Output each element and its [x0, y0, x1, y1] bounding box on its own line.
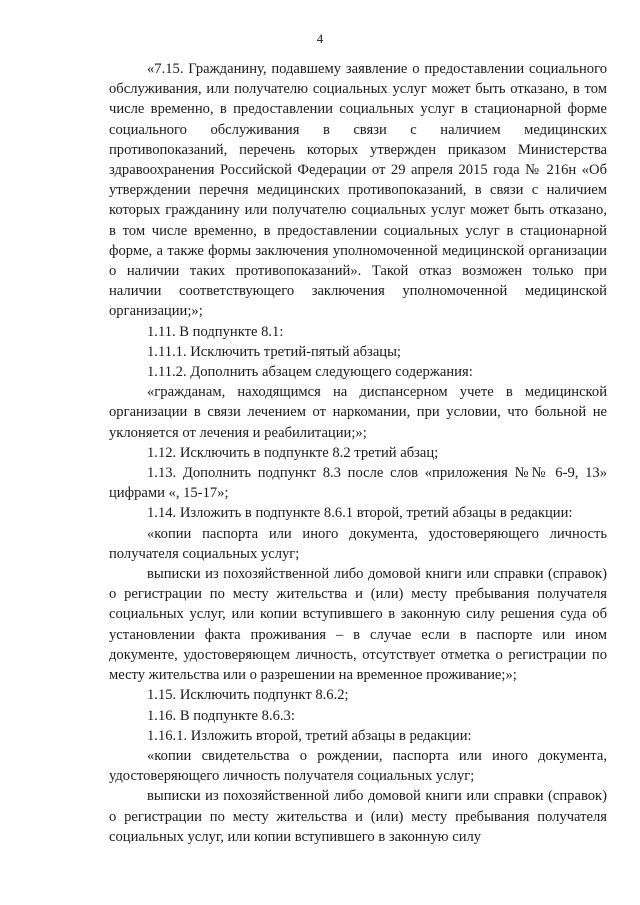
paragraph-quote-birth-certificate: «копии свидетельства о рождении, паспорта или иного документа, удостоверяющего личность получателя социальных услуг;: [109, 747, 607, 785]
paragraph-1-16: 1.16. В подпункте 8.6.3:: [147, 707, 295, 724]
document-body: [109, 59, 607, 847]
paragraph-extracts-registration-2: выписки из похозяйственной либо домовой книги или справки (справок) о регистрации по месту жительства и (или) месту пребывания получателя социальных услуг, или копии вступившего в законную силу: [109, 788, 607, 845]
page-number: 4: [316, 31, 324, 46]
paragraph-1-11-1: 1.11.1. Исключить третий-пятый абзацы;: [147, 343, 401, 360]
paragraph-1-14: 1.14. Изложить в подпункте 8.6.1 второй, третий абзацы в редакции:: [147, 505, 573, 522]
paragraph-1-11-2: 1.11.2. Дополнить абзацем следующего содержания:: [147, 364, 473, 381]
paragraph-quote-passport: «копии паспорта или иного документа, удостоверяющего личность получателя социальных услуг;: [109, 525, 607, 562]
paragraph-extracts-registration: выписки из похозяйственной либо домовой книги или справки (справок) о регистрации по месту жительства и (или) месту пребывания получателя социальных услуг, или копии вступившего в законную силу решения суда об установлении факта проживания – в случае если в паспорте или ином документе, удостоверяющем личность, отсутствует отметка о регистрации по месту жительства или о разрешении на временное проживание;»;: [109, 566, 607, 684]
paragraph-1-12: 1.12. Исключить в подпункте 8.2 третий абзац;: [147, 444, 439, 461]
paragraph-1-16-1: 1.16.1. Изложить второй, третий абзацы в редакции:: [147, 727, 472, 744]
paragraph-1-11: 1.11. В подпункте 8.1:: [147, 323, 284, 340]
paragraph-7-15: «7.15. Гражданину, подавшему заявление о предоставлении социального обслуживания, или получателю социальных услуг может быть отказано, в том числе временно, в предоставлении социальных услуг в стационарной форме социального обслуживания в связи с наличием медицинских противопоказаний, перечень которых утвержден приказом Министерства здравоохранения Российской Федерации от 29 апреля 2015 года № 216н «Об утверждении перечня медицинских противопоказаний, в связи с наличием которых гражданину или получателю социальных услуг может быть отказано, в том числе временно, в предоставлении социальных услуг в стационарной форме, а также формы заключения уполномоченной медицинской организации о наличии таких противопоказаний». Такой отказ возможен только при наличии соответствующего заключения уполномоченной медицинской организации;»;: [109, 61, 607, 320]
paragraph-1-13: 1.13. Дополнить подпункт 8.3 после слов «приложения №№ 6-9, 13» цифрами «, 15-17»;: [109, 465, 607, 502]
paragraph-1-15: 1.15. Исключить подпункт 8.6.2;: [147, 687, 349, 704]
paragraph-quote-narcology: «гражданам, находящимся на диспансерном учете в медицинской организации в связи лечением от наркомании, при условии, что больной не уклоняется от лечения и реабилитации;»;: [109, 384, 607, 441]
